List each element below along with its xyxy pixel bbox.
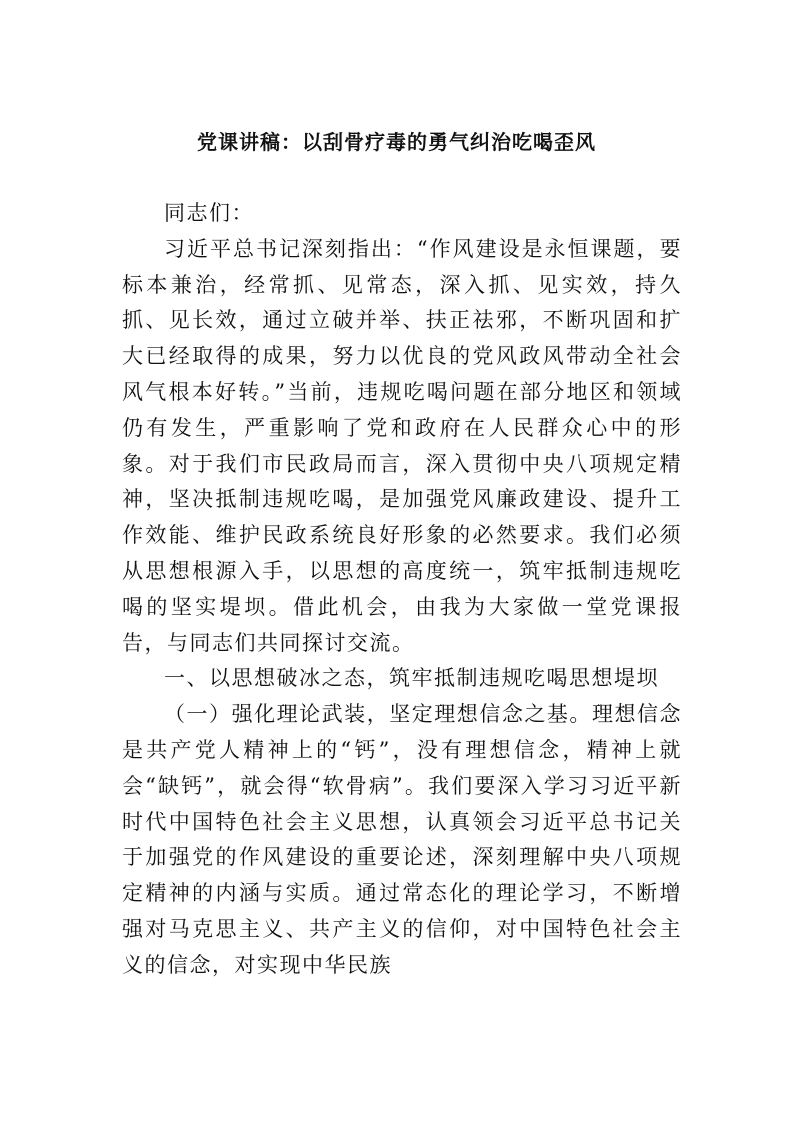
salutation: 同志们： — [164, 201, 254, 225]
subsection-paragraph — [122, 697, 682, 983]
subsection-body: 理想信念是共产党人精神上的“钙”，没有理想信念，精神上就会“缺钙”，就会得“软骨病”。我们要深入学习习近平新时代中国特色社会主义思想，认真领会习近平总书记关于加强党的作风建设的重要论述，深刻理解中央八项规定精神的内涵与实质。通过常态化的理论学习，不断增强对马克思主义、共产主义的信仰，对中国特色社会主义的信念，对实现中华民族 — [122, 702, 683, 977]
intro-paragraph: 习近平总书记深刻指出：“作风建设是永恒课题，要标本兼治，经常抓、见常态，深入抓、见实效，持久抓、见长效，通过立破并举、扶正祛邪，不断巩固和扩大已经取得的成果，努力以优良的党风政风带动全社会风气根本好转。”当前，违规吃喝问题在部分地区和领域仍有发生，严重影响了党和政府在人民群众心中的形象。对于我们市民政局而言，深入贯彻中央八项规定精神，坚决抵制违规吃喝，是加强党风廉政建设、提升工作效能、维护民政系统良好形象的必然要求。我们必须从思想根源入手，以思想的高度统一，筑牢抵制违规吃喝的坚实堤坝。借此机会，由我为大家做一堂党课报告，与同志们共同探讨交流。 — [122, 236, 682, 655]
document-body — [122, 196, 682, 984]
subsection-heading: （一）强化理论武装，坚定理想信念之基。 — [164, 702, 592, 727]
section-heading: 一、以思想破冰之态，筑牢抵制违规吃喝思想堤坝 — [164, 666, 659, 691]
document-title: 党课讲稿：以刮骨疗毒的勇气纠治吃喝歪风 — [197, 130, 596, 154]
